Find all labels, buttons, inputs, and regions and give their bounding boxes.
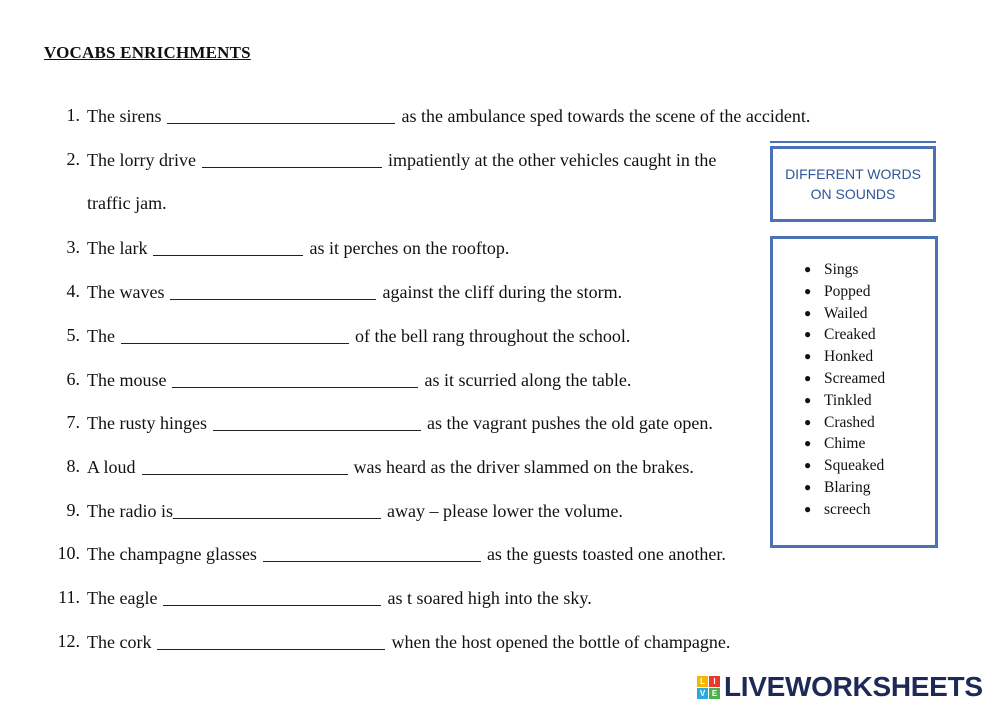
answer-blank-7[interactable] (213, 412, 421, 431)
question-text-before: The champagne glasses (87, 544, 257, 564)
word-bank-item: ● Sings (773, 259, 935, 281)
word-box-divider (770, 141, 936, 143)
question-text-after: as it scurried along the table. (424, 370, 632, 390)
bullet-icon: ● (804, 501, 812, 516)
bullet-icon: ● (804, 392, 812, 407)
question-number: 1. (66, 105, 80, 125)
question-text-after: against the cliff during the storm. (382, 282, 623, 302)
question-number: 2. (66, 149, 80, 169)
answer-blank-12[interactable] (157, 631, 385, 650)
question-number: 8. (66, 456, 80, 476)
word-bank-item: ● Squeaked (773, 455, 935, 477)
question-text-after: when the host opened the bottle of champagne. (391, 632, 731, 652)
word-bank (770, 236, 938, 548)
liveworksheets-logo[interactable] (697, 672, 983, 702)
answer-blank-2[interactable] (202, 149, 382, 168)
page-title: VOCABS ENRICHMENTS (44, 43, 251, 62)
word-bank-item: ● Chime (773, 433, 935, 455)
question-number: 12. (57, 631, 80, 651)
question-7 (0, 410, 770, 434)
question-text-before: The lark (87, 238, 148, 258)
bullet-icon: ● (804, 370, 812, 385)
bullet-icon: ● (804, 458, 812, 473)
question-4 (0, 279, 770, 303)
question-5 (0, 323, 770, 347)
bullet-icon: ● (804, 327, 812, 342)
question-text-before: The sirens (87, 106, 162, 126)
question-text-before: A loud (87, 457, 136, 477)
question-text-after: impatiently at the other vehicles caught in the (387, 150, 717, 170)
question-10 (0, 541, 770, 565)
question-text-before: The mouse (87, 370, 167, 390)
bullet-icon: ● (804, 436, 812, 451)
question-text-continued: traffic jam. (87, 193, 167, 213)
question-number: 3. (66, 237, 80, 257)
question-text-after: as the guests toasted one another. (486, 544, 726, 564)
question-2 (0, 147, 770, 171)
question-number: 5. (66, 325, 80, 345)
question-number: 6. (66, 369, 80, 389)
question-11 (0, 585, 770, 609)
bullet-icon: ● (804, 262, 812, 276)
question-text-after: as the ambulance sped towards the scene of the accident. (401, 106, 811, 126)
word-box-title (770, 146, 936, 222)
answer-blank-9[interactable] (173, 500, 381, 519)
logo-mark-icon (697, 676, 720, 699)
question-text-before: The lorry drive (87, 150, 196, 170)
question-text-after: as it perches on the rooftop. (309, 238, 510, 258)
answer-blank-11[interactable] (163, 587, 381, 606)
word-bank-item: ● screech (773, 499, 935, 521)
logo-mark-l: L (697, 676, 708, 687)
question-1 (0, 103, 811, 127)
question-3 (0, 235, 770, 259)
word-bank-item: ● Screamed (773, 368, 935, 390)
question-text-before: The (87, 326, 115, 346)
word-bank-item: ● Wailed (773, 303, 935, 325)
question-text-before: The cork (87, 632, 152, 652)
question-text-before: The rusty hinges (87, 413, 207, 433)
question-9 (0, 498, 770, 522)
bullet-icon: ● (804, 349, 812, 364)
question-6 (0, 367, 770, 391)
word-bank-item: ● Honked (773, 346, 935, 368)
logo-mark-e: E (709, 688, 720, 699)
answer-blank-8[interactable] (142, 456, 348, 475)
bullet-icon: ● (804, 479, 812, 494)
answer-blank-4[interactable] (170, 281, 376, 300)
answer-blank-6[interactable] (172, 369, 418, 388)
question-number: 7. (66, 412, 80, 432)
answer-blank-1[interactable] (167, 105, 395, 124)
word-bank-item: ● Tinkled (773, 390, 935, 412)
bullet-icon: ● (804, 283, 812, 298)
bullet-icon: ● (804, 305, 812, 320)
word-bank-item: ● Crashed (773, 412, 935, 434)
question-text-after: was heard as the driver slammed on the brakes. (353, 457, 694, 477)
question-text-after: away – please lower the volume. (386, 501, 623, 521)
logo-mark-v: V (697, 688, 708, 699)
question-text-after: of the bell rang throughout the school. (354, 326, 631, 346)
word-bank-item: ● Blaring (773, 477, 935, 499)
question-text-after: as the vagrant pushes the old gate open. (426, 413, 713, 433)
word-box-title-line1: DIFFERENT WORDS (785, 166, 921, 182)
answer-blank-5[interactable] (121, 325, 349, 344)
question-number: 4. (66, 281, 80, 301)
logo-text: LIVEWORKSHEETS (724, 671, 983, 702)
question-12 (0, 629, 770, 653)
question-number: 10. (57, 543, 80, 563)
question-number: 9. (66, 500, 80, 520)
question-number: 11. (58, 587, 80, 607)
question-2-continued (0, 191, 770, 215)
question-text-before: The eagle (87, 588, 158, 608)
word-bank-item: ● Creaked (773, 324, 935, 346)
logo-mark-i: I (709, 676, 720, 687)
answer-blank-3[interactable] (153, 237, 303, 256)
word-bank-item: ● Popped (773, 281, 935, 303)
question-8 (0, 454, 770, 478)
question-text-before: The radio is (87, 501, 173, 521)
answer-blank-10[interactable] (263, 543, 481, 562)
question-text-after: as t soared high into the sky. (387, 588, 592, 608)
bullet-icon: ● (804, 414, 812, 429)
word-box-title-line2: ON SOUNDS (810, 186, 896, 202)
question-text-before: The waves (87, 282, 165, 302)
